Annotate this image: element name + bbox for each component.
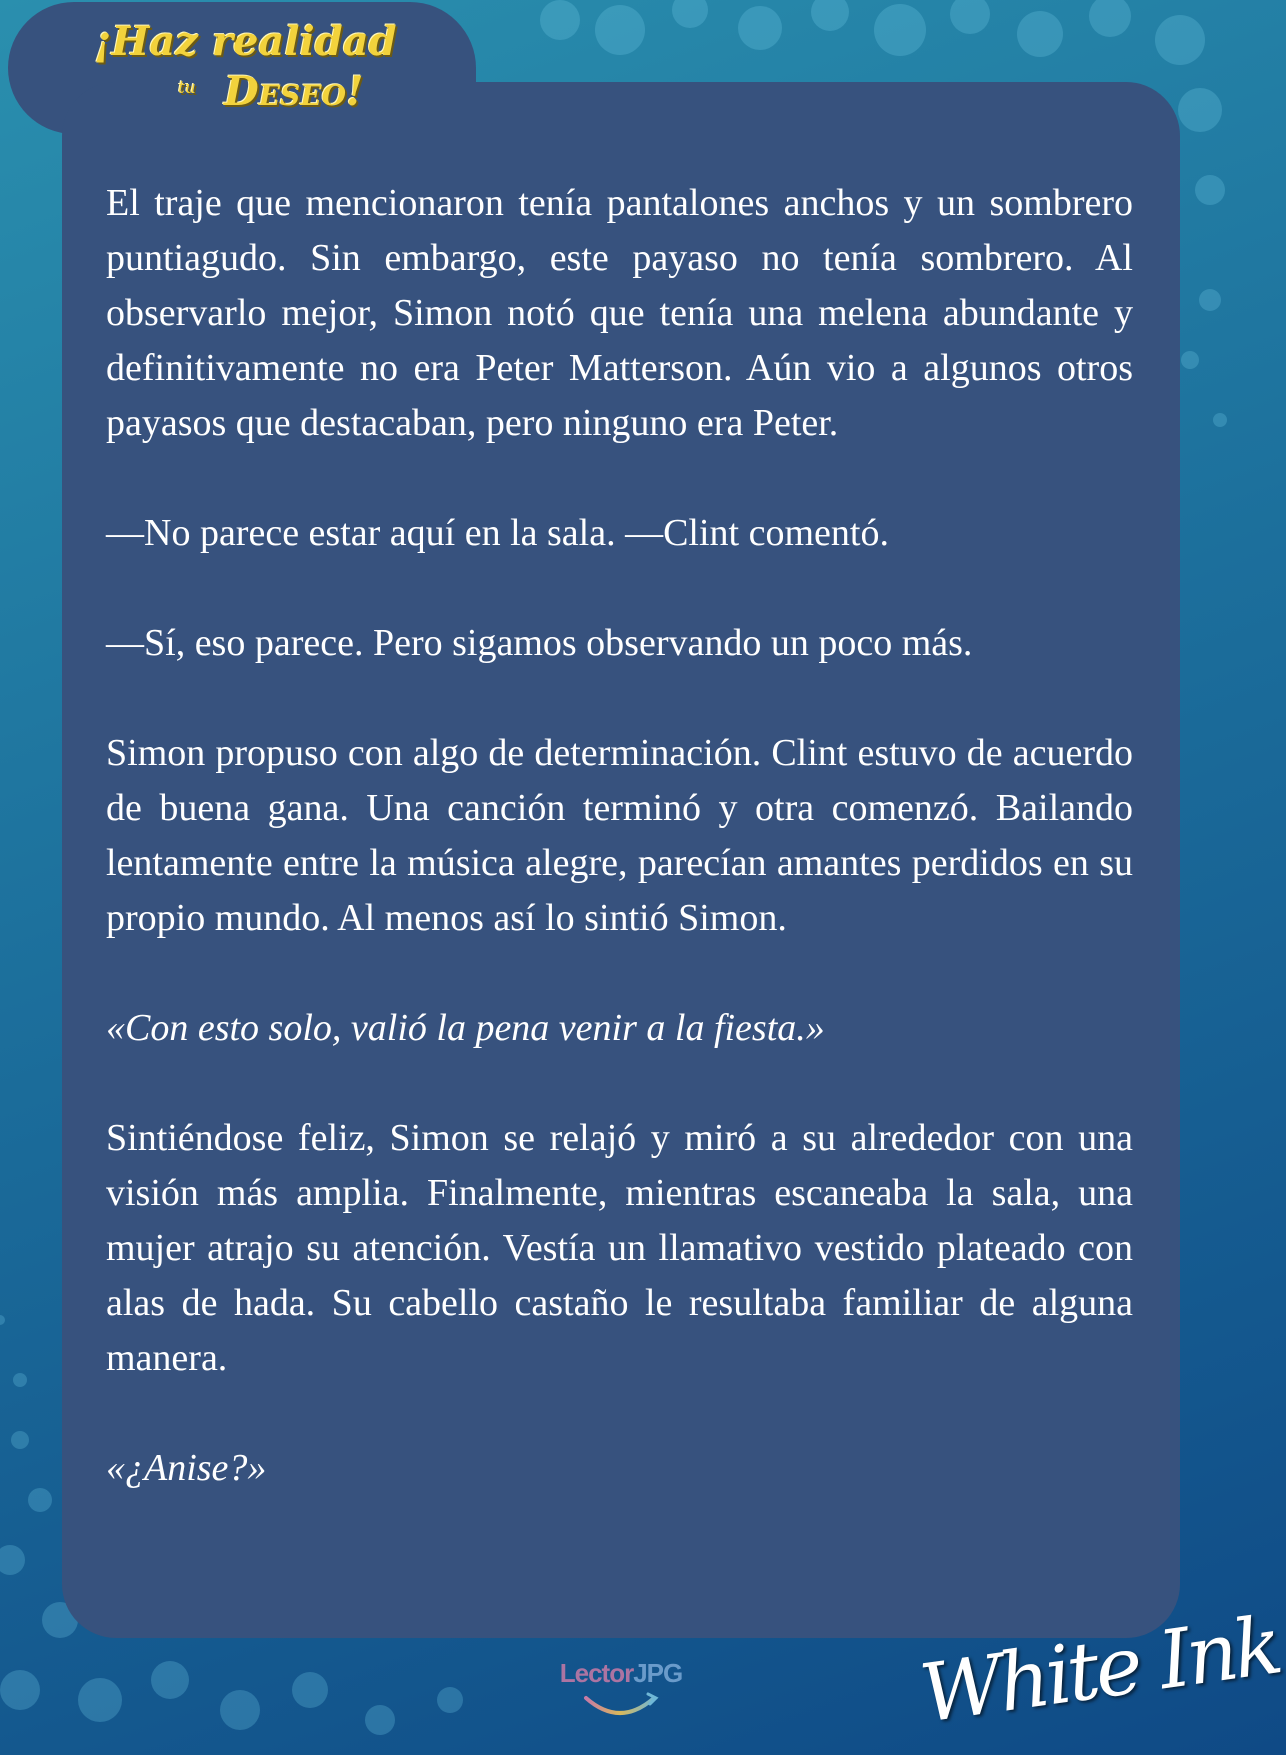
background-dot: [151, 1661, 189, 1699]
background-dot: [13, 1373, 27, 1387]
background-dot: [1181, 351, 1199, 369]
background-dot: [595, 5, 645, 55]
background-dot: [0, 1545, 25, 1575]
background-dot: [1213, 413, 1227, 427]
background-dot: [874, 4, 926, 56]
logo-line-3: Deseo!: [224, 68, 364, 115]
thought-line: «¿Anise?»: [106, 1447, 267, 1489]
paragraph: Simon propuso con algo de determinación. Clint estuvo de acuerdo de buena gana. Una canción terminó y otra comenzó. Bailando lentamente entre la música alegre, parecían amantes perdidos en su propio mundo. Al menos así lo sintió Simon.: [106, 732, 1133, 939]
background-dot: [1017, 11, 1063, 57]
smile-arc-icon: [568, 1690, 672, 1724]
story-text: [106, 176, 1133, 1496]
background-dot: [0, 1315, 5, 1325]
background-dot: [1195, 175, 1225, 205]
thought-line: «Con esto solo, valió la pena venir a la fiesta.»: [106, 1007, 825, 1049]
background-dot: [11, 1431, 29, 1449]
background-dot: [437, 1687, 463, 1713]
background-dot: [1089, 0, 1131, 37]
signature: White Ink: [914, 1598, 1285, 1741]
logo-line-2: tu: [178, 78, 196, 98]
dialogue-line: —Sí, eso parece. Pero sigamos observando un poco más.: [106, 622, 973, 664]
background-dot: [1178, 88, 1222, 132]
watermark-part-2: JPG: [633, 1658, 683, 1688]
background-dot: [540, 0, 580, 40]
background-dot: [1199, 289, 1221, 311]
background-dot: [365, 1705, 395, 1735]
background-dot: [28, 1488, 52, 1512]
logo: [94, 18, 397, 122]
background-dot: [672, 0, 708, 28]
background-dot: [0, 1670, 40, 1710]
logo-line-1: ¡Haz realidad: [94, 18, 397, 65]
background-dot: [292, 1672, 328, 1708]
background-dot: [738, 6, 782, 50]
background-dot: [220, 1690, 260, 1730]
background-dot: [950, 0, 990, 34]
background-dot: [78, 1678, 122, 1722]
paragraph: El traje que mencionaron tenía pantalones anchos y un sombrero puntiagudo. Sin embargo, este payaso no tenía sombrero. Al observarlo mejor, Simon notó que tenía una melena abundante y definitivamente no era Peter Matterson. Aún vio a algunos otros payasos que destacaban, pero ninguno era Peter.: [106, 182, 1133, 444]
background-dot: [1155, 15, 1205, 65]
lectorjpg-watermark: [548, 1658, 694, 1689]
dialogue-line: —No parece estar aquí en la sala. —Clint comentó.: [106, 512, 889, 554]
paragraph: Sintiéndose feliz, Simon se relajó y miró a su alrededor con una visión más amplia. Finalmente, mientras escaneaba la sala, una mujer atrajo su atención. Vestía un llamativo vestido plateado con alas de hada. Su cabello castaño le resultaba familiar de alguna manera.: [106, 1117, 1133, 1379]
watermark-part-1: Lector: [559, 1658, 634, 1688]
background-dot: [811, 0, 849, 31]
